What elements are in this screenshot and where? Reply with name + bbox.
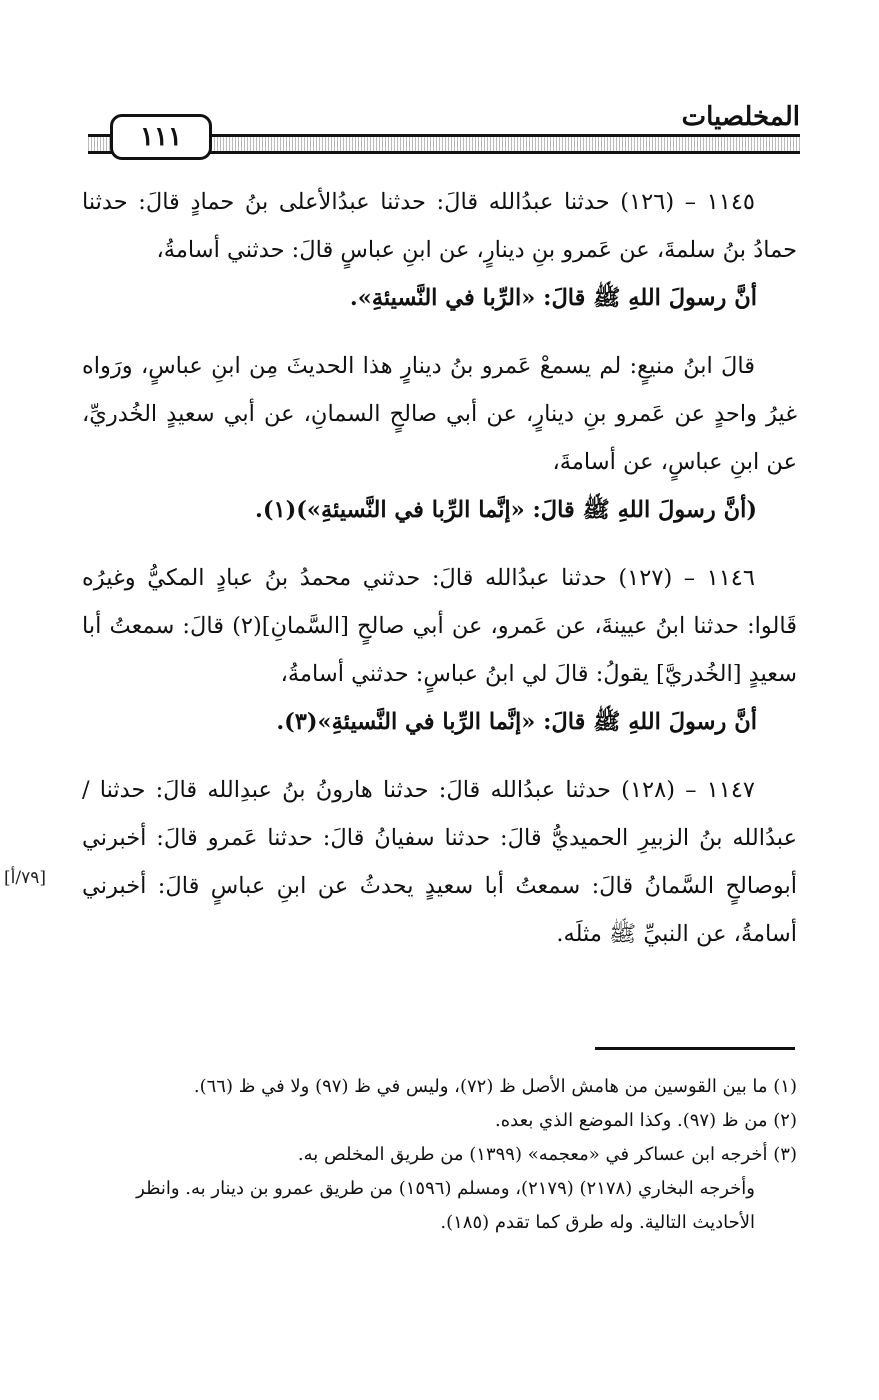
footnotes — [82, 1070, 797, 1240]
page-header — [88, 100, 800, 160]
hadith-1145-commentary: قالَ ابنُ منيعٍ: لم يسمعْ عَمرو بنُ دينارٍ هذا الحديثَ مِن ابنِ عباسٍ، ورَواه غيرُ واحدٍ عن عَمرو بنِ دينارٍ، عن أبي صالحٍ السمانِ، عن أبي سعيدٍ الخُدريِّ، عن ابنِ عباسٍ، عن أسامةَ، — [82, 353, 797, 475]
footnote-divider — [595, 1047, 795, 1050]
footnote-3-continued: وأخرجه البخاري (٢١٧٨) (٢١٧٩)، ومسلم (١٥٩٦) من طريق عمرو بن دينار به. وانظر الأحاديث التالية. وله طرق كما تقدم (١٨٥). — [136, 1178, 755, 1233]
hadith-1146-matn: أنَّ رسولَ اللهِ ﷺ قالَ: «إنَّما الرِّبا في النَّسيئةِ»(٣). — [276, 709, 757, 735]
hadith-1145-matn-variant: (أنَّ رسولَ اللهِ ﷺ قالَ: «إنَّما الرِّبا في النَّسيئةِ»)(١). — [255, 497, 757, 523]
hadith-1146-isnad: ١١٤٦ – (١٢٧) حدثنا عبدُالله قالَ: حدثني محمدُ بنُ عبادٍ المكيُّ وغيرُه قَالوا: حدثنا ابنُ عيينةَ، عن عَمرو، عن أبي صالحٍ [السَّمانِ](٢) قالَ: سمعتُ أبا سعيدٍ [الخُدريَّ] يقولُ: قالَ لي ابنُ عباسٍ: حدثني أسامةُ، — [82, 565, 797, 687]
hadith-1147-text: ١١٤٧ – (١٢٨) حدثنا عبدُالله قالَ: حدثنا هارونُ بنُ عبدِالله قالَ: حدثنا / عبدُالله بنُ الزبيرِ الحميديُّ قالَ: حدثنا سفيانُ قالَ: حدثنا عَمرو قالَ: أخبرني أبوصالحٍ السَّمانُ قالَ: سمعتُ أبا سعيدٍ يحدثُ عن ابنِ عباسٍ قالَ: أخبرني أسامةُ، عن النبيِّ ﷺ مثلَه. — [82, 777, 797, 947]
footnote-1: (١) ما بين القوسين من هامش الأصل ظ (٧٢)، وليس في ظ (٩٧) ولا في ظ (٦٦). — [193, 1076, 797, 1097]
footnote-3: (٣) أخرجه ابن عساكر في «معجمه» (١٣٩٩) من طريق المخلص به. — [297, 1144, 797, 1165]
book-title: المخلصيات — [681, 102, 800, 132]
hadith-1145-isnad: ١١٤٥ – (١٢٦) حدثنا عبدُالله قالَ: حدثنا عبدُالأعلى بنُ حمادٍ قالَ: حدثنا حمادُ بنُ سلمةَ، عن عَمرو بنِ دينارٍ، عن ابنِ عباسٍ قالَ: حدثني أسامةُ، — [82, 189, 797, 263]
hadith-1145-matn: أنَّ رسولَ اللهِ ﷺ قالَ: «الرِّبا في النَّسيئةِ». — [349, 285, 757, 311]
manuscript-folio-marker: [٧٩/أ] — [4, 868, 46, 888]
footnote-2: (٢) من ظ (٩٧). وكذا الموضع الذي بعده. — [495, 1110, 797, 1131]
main-text — [82, 178, 797, 958]
page-number: ١١١ — [110, 114, 212, 160]
